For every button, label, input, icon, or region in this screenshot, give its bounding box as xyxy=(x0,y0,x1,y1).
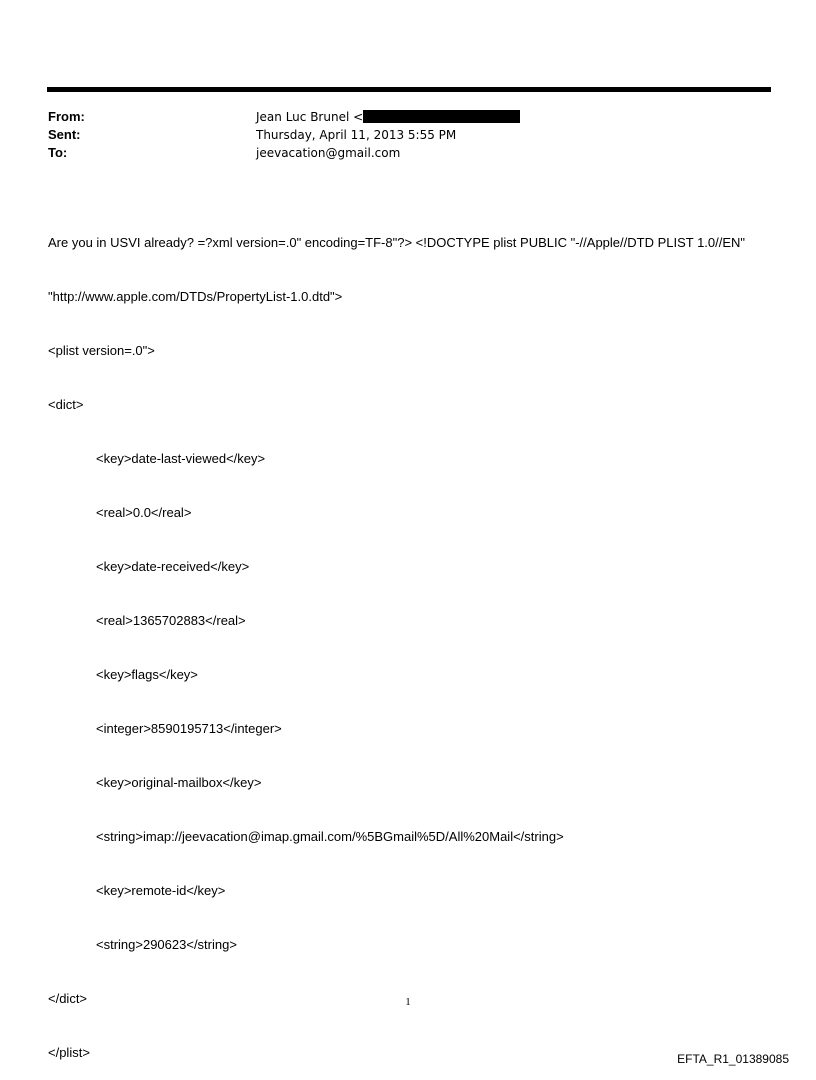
body-line: <string>imap://jeevacation@imap.gmail.com/%5BGmail%5D/All%20Mail</string> xyxy=(96,829,564,844)
to-label: To: xyxy=(48,145,68,160)
redaction-block xyxy=(363,110,520,123)
sent-label: Sent: xyxy=(48,127,81,142)
body-line: <key>flags</key> xyxy=(96,667,198,682)
body-line: "http://www.apple.com/DTDs/PropertyList-1.0.dtd"> xyxy=(48,289,343,304)
to-value: jeevacation@gmail.com xyxy=(256,146,401,160)
document-id: EFTA_R1_01389085 xyxy=(677,1052,789,1066)
body-line: <dict> xyxy=(48,397,84,412)
body-line: </dict> xyxy=(48,991,88,1006)
email-header xyxy=(48,108,748,162)
body-line: <plist version=.0"> xyxy=(48,343,155,358)
page-number: 1 xyxy=(405,996,411,1008)
sent-value: Thursday, April 11, 2013 5:55 PM xyxy=(256,128,457,142)
body-line: <key>remote-id</key> xyxy=(96,883,226,898)
body-line: <key>date-received</key> xyxy=(96,559,250,574)
from-row xyxy=(48,108,748,126)
body-line: </plist> xyxy=(48,1045,90,1060)
from-value xyxy=(256,108,520,126)
sent-row xyxy=(48,126,748,144)
to-row xyxy=(48,144,748,162)
body-line: <real>1365702883</real> xyxy=(96,613,246,628)
email-body xyxy=(48,198,778,1080)
body-line: <key>date-last-viewed</key> xyxy=(96,451,266,466)
header-rule xyxy=(47,87,771,92)
body-line: <real>0.0</real> xyxy=(96,505,192,520)
body-line: <string>290623</string> xyxy=(96,937,237,952)
body-line: <integer>8590195713</integer> xyxy=(96,721,282,736)
body-line: Are you in USVI already? =?xml version=.0" encoding=TF-8"?> <!DOCTYPE plist PUBLIC "-//Apple//DTD PLIST 1.0//EN" xyxy=(48,235,746,250)
from-label: From: xyxy=(48,109,85,124)
from-name: Jean Luc Brunel < xyxy=(256,110,364,124)
body-line: <key>original-mailbox</key> xyxy=(96,775,262,790)
